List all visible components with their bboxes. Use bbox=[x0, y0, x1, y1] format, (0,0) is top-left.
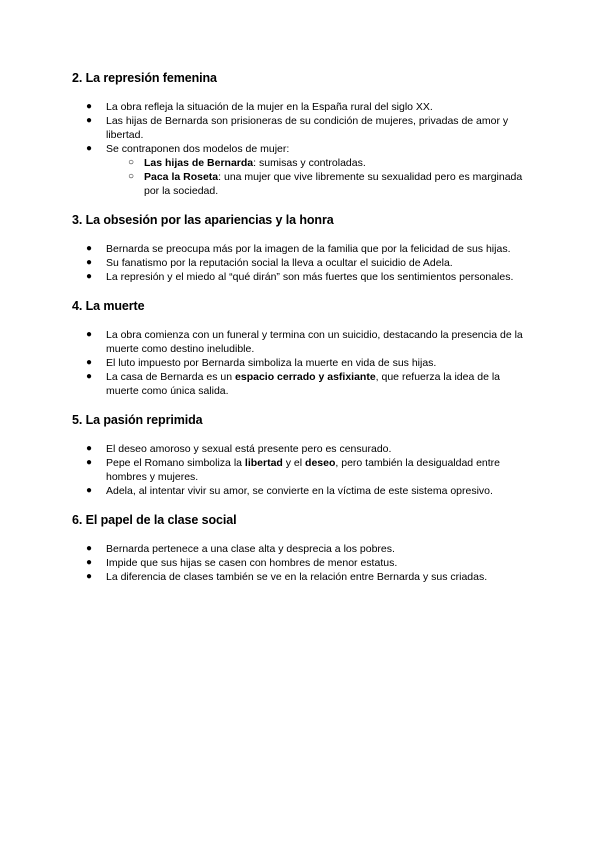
section-represion-femenina bbox=[72, 70, 532, 198]
bullet-icon: ● bbox=[86, 557, 93, 568]
list-item-text: : una mujer que vive libremente su sexualidad pero es marginada por la sociedad. bbox=[144, 171, 523, 197]
bullet-icon: ● bbox=[86, 371, 93, 382]
sub-list-item bbox=[106, 170, 532, 198]
list-item bbox=[72, 456, 532, 484]
list-item-text: La diferencia de clases también se ve en la relación entre Bernarda y sus criadas. bbox=[106, 571, 488, 583]
bullet-icon: ● bbox=[86, 329, 93, 340]
section-heading: 6. El papel de la clase social bbox=[72, 513, 237, 527]
bullet-icon: ● bbox=[86, 101, 93, 112]
hollow-bullet-icon: ○ bbox=[128, 171, 135, 182]
list-item-text: , que refuerza la idea de la muerte como única salida. bbox=[106, 371, 501, 397]
document-content bbox=[72, 70, 532, 598]
list-item-text: Impide que sus hijas se casen con hombres de menor estatus. bbox=[106, 557, 398, 569]
section-muerte bbox=[72, 298, 532, 398]
bold-term: Paca la Roseta bbox=[144, 171, 219, 183]
list-item-text: Las hijas de Bernarda son prisioneras de su condición de mujeres, privadas de amor y libertad. bbox=[106, 115, 509, 141]
bullet-icon: ● bbox=[86, 243, 93, 254]
list-item bbox=[72, 542, 532, 556]
list-item bbox=[72, 556, 532, 570]
list-item-text: Adela, al intentar vivir su amor, se convierte en la víctima de este sistema opresivo. bbox=[106, 485, 493, 497]
section-heading: 4. La muerte bbox=[72, 299, 145, 313]
list-item-text: Pepe el Romano simboliza la bbox=[106, 457, 245, 469]
bullet-icon: ● bbox=[86, 115, 93, 126]
list-item-text: : sumisas y controladas. bbox=[253, 157, 366, 169]
bold-term: deseo bbox=[305, 457, 336, 469]
list-item bbox=[72, 328, 532, 356]
bullet-icon: ● bbox=[86, 571, 93, 582]
list-item bbox=[72, 114, 532, 142]
list-item-text: Bernarda pertenece a una clase alta y desprecia a los pobres. bbox=[106, 543, 395, 555]
list-item bbox=[72, 356, 532, 370]
bullet-list bbox=[72, 328, 532, 398]
bullet-icon: ● bbox=[86, 443, 93, 454]
bullet-icon: ● bbox=[86, 357, 93, 368]
list-item bbox=[72, 100, 532, 114]
bullet-icon: ● bbox=[86, 257, 93, 268]
list-item-text: El deseo amoroso y sexual está presente pero es censurado. bbox=[106, 443, 392, 455]
section-clase-social bbox=[72, 512, 532, 584]
bullet-list bbox=[72, 100, 532, 198]
bullet-icon: ● bbox=[86, 457, 93, 468]
bullet-icon: ● bbox=[86, 271, 93, 282]
bullet-list bbox=[72, 542, 532, 584]
bullet-icon: ● bbox=[86, 543, 93, 554]
bullet-icon: ● bbox=[86, 143, 93, 154]
list-item bbox=[72, 442, 532, 456]
list-item-text: Su fanatismo por la reputación social la lleva a ocultar el suicidio de Adela. bbox=[106, 257, 453, 269]
bold-term: espacio cerrado y asfixiante bbox=[235, 371, 376, 383]
sub-bullet-list bbox=[106, 156, 532, 198]
list-item bbox=[72, 142, 532, 198]
list-item bbox=[72, 370, 532, 398]
bullet-icon: ● bbox=[86, 485, 93, 496]
list-item-text: La casa de Bernarda es un bbox=[106, 371, 236, 383]
bullet-list bbox=[72, 442, 532, 498]
hollow-bullet-icon: ○ bbox=[128, 157, 135, 168]
list-item-text: y el bbox=[282, 457, 306, 469]
section-heading: 3. La obsesión por las apariencias y la honra bbox=[72, 213, 334, 227]
sub-list-item bbox=[106, 156, 532, 170]
section-pasion-reprimida bbox=[72, 412, 532, 498]
list-item-text: , pero también la desigualdad entre hombres y mujeres. bbox=[106, 457, 501, 483]
bullet-list bbox=[72, 242, 532, 284]
list-item-text: La represión y el miedo al “qué dirán” son más fuertes que los sentimientos personales. bbox=[106, 271, 514, 283]
list-item bbox=[72, 570, 532, 584]
list-item-text: El luto impuesto por Bernarda simboliza la muerte en vida de sus hijas. bbox=[106, 357, 437, 369]
list-item bbox=[72, 270, 532, 284]
list-item-text: La obra comienza con un funeral y termina con un suicidio, destacando la presencia de la muerte como destino ineludible. bbox=[106, 329, 523, 355]
bold-term: Las hijas de Bernarda bbox=[144, 157, 254, 169]
section-heading: 5. La pasión reprimida bbox=[72, 413, 203, 427]
section-heading: 2. La represión femenina bbox=[72, 71, 217, 85]
bold-term: libertad bbox=[244, 457, 283, 469]
list-item-text: Se contraponen dos modelos de mujer: bbox=[106, 143, 290, 155]
list-item bbox=[72, 484, 532, 498]
list-item bbox=[72, 256, 532, 270]
list-item-text: Bernarda se preocupa más por la imagen de la familia que por la felicidad de sus hijas. bbox=[106, 243, 511, 255]
list-item bbox=[72, 242, 532, 256]
list-item-text: La obra refleja la situación de la mujer en la España rural del siglo XX. bbox=[106, 101, 433, 113]
section-apariencias-honra bbox=[72, 212, 532, 284]
